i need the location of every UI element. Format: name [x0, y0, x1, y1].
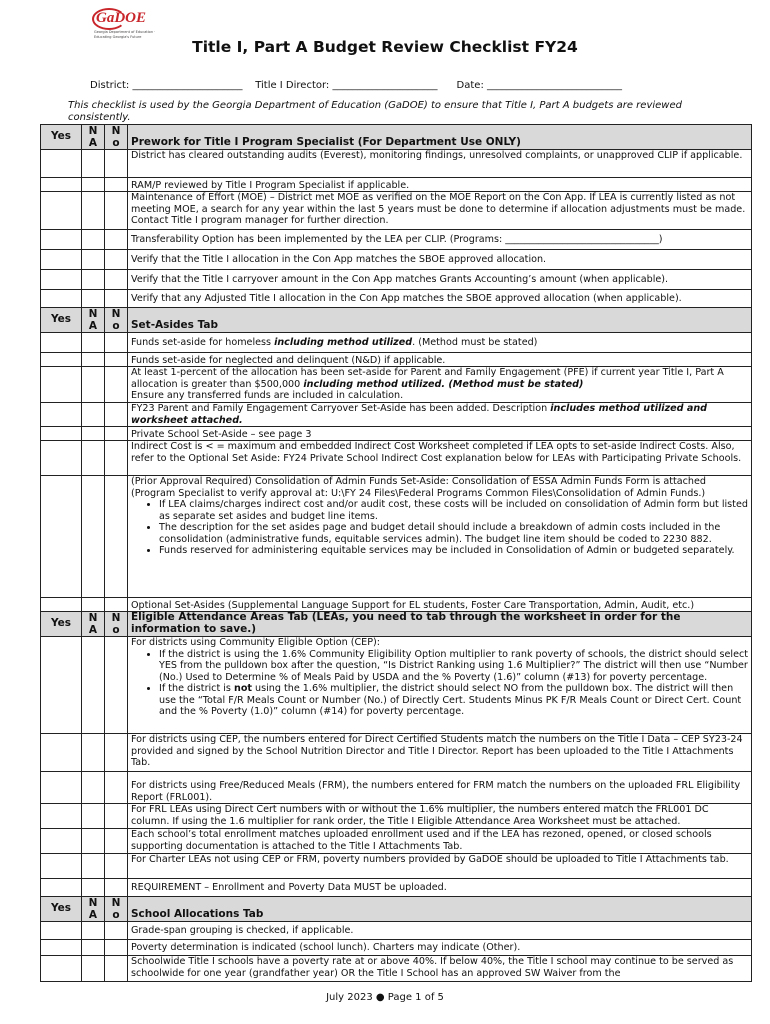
section-title: Set-Asides Tab [128, 308, 752, 333]
logo-brand: GaDOE [96, 10, 147, 26]
table-row [41, 637, 752, 734]
item-text: Optional Set-Asides (Supplemental Language Support for EL students, Foster Care Transportation, Admin, Audit, etc.) [128, 598, 752, 612]
table-row [41, 250, 752, 270]
section-header-prework [41, 125, 752, 150]
table-row [41, 270, 752, 290]
item-text: For Charter LEAs not using CEP or FRM, poverty numbers provided by GaDOE should be uploaded to Title I Attachments tab. [128, 854, 752, 879]
item-text: Funds set-aside for neglected and delinquent (N&D) if applicable. [128, 353, 752, 367]
table-row [41, 290, 752, 308]
item-text: At least 1-percent of the allocation has been set-aside for Parent and Family Engagement (PFE) if current year Title I, Part A allocation is greater than $500,000 including method utilized. (Method must be stated) Ensure any transferred funds are included in calculation. [128, 367, 752, 403]
item-text: Verify that the Title I allocation in the Con App matches the SBOE approved allocation. [128, 250, 752, 270]
table-row [41, 829, 752, 854]
page-title: Title I, Part A Budget Review Checklist FY24 [192, 38, 578, 56]
table-row [41, 854, 752, 879]
table-row [41, 192, 752, 230]
table-row [41, 804, 752, 829]
col-na: N A [82, 125, 105, 150]
item-text: For districts using Free/Reduced Meals (FRM), the numbers entered for FRM match the numbers on the uploaded FRL Eligibility Report (FRL001). [128, 772, 752, 804]
table-row [41, 150, 752, 178]
list-item: • If LEA claims/charges indirect cost and/or audit cost, these costs will be included on consolidation of Admin form but listed as separate set asides and budget line items. [159, 499, 748, 522]
logo-tagline: Georgia Department of Education · Educating Georgia's Future [94, 30, 156, 39]
admin-bullets [131, 499, 748, 557]
checklist-table [40, 124, 752, 982]
intro-text: This checklist is used by the Georgia Department of Education (GaDOE) to ensure that Title I, Part A budgets are reviewed consistently. [68, 100, 682, 123]
item-text: (Prior Approval Required) Consolidation of Admin Funds Set-Aside: Consolidation of ESSA Admin Funds Form is attached (Program Specialist to verify approval at: U:\FY 24 Files\Federal Programs Common Files\Consolidation of Admin Funds.) • If LEA claims/charges indirect cost and/or audit cost, these costs will be included on consolidation of Admin form but listed as separate set asides and budget line items. • The description for the set asides page and budget detail should include a breakdown of admin costs included in the consolidation (administrative funds, equitable services admin). The budget line item should be coded to 2230 882. • Funds reserved for administering equitable services may be included in Consolidation of Admin or budgeted separately. [128, 476, 752, 598]
table-row [41, 441, 752, 476]
table-row [41, 367, 752, 403]
table-row [41, 598, 752, 612]
item-text: Each school’s total enrollment matches uploaded enrollment used and if the LEA has rezoned, opened, or closed schools supporting documentation is attached to the Title I Attachments Tab. [128, 829, 752, 854]
table-row [41, 879, 752, 897]
item-text: Grade-span grouping is checked, if applicable. [128, 922, 752, 940]
page-footer: July 2023 ● Page 1 of 5 [326, 992, 444, 1003]
item-text: Schoolwide Title I schools have a poverty rate at or above 40%. If below 40%, the Title I school may continue to be served as schoolwide for one year (grandfather year) OR the Title I School has an approved SW Waiver from the [128, 956, 752, 982]
col-no: N o [105, 125, 128, 150]
item-text: FY23 Parent and Family Engagement Carryover Set-Aside has been added. Description includes method utilized and worksheet attached. [128, 403, 752, 427]
header-fields [90, 80, 622, 91]
table-row [41, 940, 752, 956]
item-text: Private School Set-Aside – see page 3 [128, 427, 752, 441]
item-text: Maintenance of Effort (MOE) – District met MOE as verified on the MOE Report on the Con App. If LEA is currently listed as not meeting MOE, a search for any year within the last 5 years must be done to determine if allocation adjustments must be made. Contact Title I program manager for further direction. [128, 192, 752, 230]
district-field[interactable]: District: ______________________ [90, 80, 243, 91]
list-item: • If the district is not using the 1.6% multiplier, the district should select NO from the pulldown box. The district will then use the “Total F/R Meals Count or Number (No.) of Directly Cert. Students Minus PK F/R Meals Count or Direct Cert. Count and the % Poverty (1.0)” column (#14) for poverty percentage. [159, 683, 748, 718]
table-row [41, 178, 752, 192]
item-text: For districts using Community Eligible Option (CEP): • If the district is using the 1.6% Community Eligibility Option multiplier to rank poverty of schools, the district should select YES from the pulldown box after the question, “Is District Ranking using 1.6 Multiplier?” The district will then use “Number (No.) Used to Determine % of Meals Paid by USDA and the % Poverty (1.6)” column (#13) for poverty percentage. • If the district is not using the 1.6% multiplier, the district should select NO from the pulldown box. The district will then use the “Total F/R Meals Count or Number (No.) of Directly Cert. Students Minus PK F/R Meals Count or Direct Cert. Count and the % Poverty (1.0)” column (#14) for poverty percentage. [128, 637, 752, 734]
section-title: Prework for Title I Program Specialist (For Department Use ONLY) [128, 125, 752, 150]
item-text: For districts using CEP, the numbers entered for Direct Certified Students match the numbers on the Title I Data – CEP SY23-24 provided and signed by the School Nutrition Director and Title I Director. Report has been uploaded to the Title I Attachments Tab. [128, 734, 752, 772]
table-row [41, 734, 752, 772]
table-row [41, 403, 752, 427]
item-text: Funds set-aside for homeless including method utilized. (Method must be stated) [128, 333, 752, 353]
table-row [41, 476, 752, 598]
col-yes: Yes [41, 125, 82, 150]
item-text: REQUIREMENT – Enrollment and Poverty Data MUST be uploaded. [128, 879, 752, 897]
item-text: Indirect Cost is < = maximum and embedded Indirect Cost Worksheet completed if LEA opts to set-aside Indirect Costs. Also, refer to the Optional Set Aside: FY24 Private School Indirect Cost explanation below for LEAs with Participating Private Schools. [128, 441, 752, 476]
table-row [41, 333, 752, 353]
item-text: For FRL LEAs using Direct Cert numbers with or without the 1.6% multiplier, the numbers entered match the FRL001 DC column. If using the 1.6 multiplier for rank order, the Title I Eligible Attendance Area Worksheet must be attached. [128, 804, 752, 829]
item-text: Verify that any Adjusted Title I allocation in the Con App matches the SBOE approved allocation (when applicable). [128, 290, 752, 308]
table-row [41, 353, 752, 367]
item-text: District has cleared outstanding audits (Everest), monitoring findings, unresolved complaints, or unapproved CLIP if applicable. [128, 150, 752, 178]
table-row [41, 956, 752, 982]
section-header-setasides: Yes N A N o Set-Asides Tab [41, 308, 752, 333]
section-title: Eligible Attendance Areas Tab (LEAs, you need to tab through the worksheet in order for the information to save.) [128, 612, 752, 637]
section-title: School Allocations Tab [128, 897, 752, 922]
table-row [41, 230, 752, 250]
date-field[interactable]: Date: ___________________________ [456, 80, 622, 91]
item-text: Verify that the Title I carryover amount in the Con App matches Grants Accounting’s amount (when applicable). [128, 270, 752, 290]
table-row [41, 922, 752, 940]
list-item: • Funds reserved for administering equitable services may be included in Consolidation of Admin or budgeted separately. [159, 545, 748, 557]
item-text: Transferability Option has been implemented by the LEA per CLIP. (Programs: ________________________________) [128, 230, 752, 250]
section-header-allocations: Yes N A N o School Allocations Tab [41, 897, 752, 922]
item-text: RAM/P reviewed by Title I Program Specialist if applicable. [128, 178, 752, 192]
item-text: Poverty determination is indicated (school lunch). Charters may indicate (Other). [128, 940, 752, 956]
section-header-eaa: Yes N A N o Eligible Attendance Areas Tab (LEAs, you need to tab through the worksheet in order for the information to save.) [41, 612, 752, 637]
list-item: • If the district is using the 1.6% Community Eligibility Option multiplier to rank poverty of schools, the district should select YES from the pulldown box after the question, “Is District Ranking using 1.6 Multiplier?” The district will then use “Number (No.) Used to Determine % of Meals Paid by USDA and the % Poverty (1.6)” column (#13) for poverty percentage. [159, 649, 748, 684]
table-row [41, 427, 752, 441]
table-row [41, 772, 752, 804]
list-item: • The description for the set asides page and budget detail should include a breakdown of admin costs included in the consolidation (administrative funds, equitable services admin). The budget line item should be coded to 2230 882. [159, 522, 748, 545]
director-field[interactable]: Title I Director: _____________________ [255, 80, 438, 91]
